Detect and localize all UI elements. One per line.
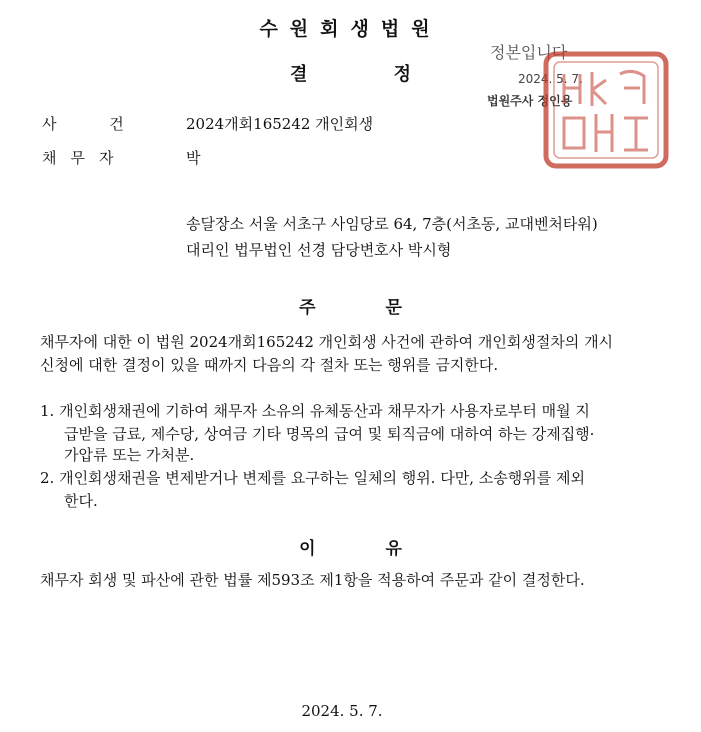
order-item-1-line-1: 1. 개인회생채권에 기하여 채무자 소유의 유체동산과 채무자가 사용자로부터 매월 지 — [40, 402, 590, 420]
order-item-2-line-1: 2. 개인회생채권을 변제받거나 변제를 요구하는 일체의 행위. 다만, 소송행위를 제외 — [40, 469, 585, 487]
service-address: 송달장소 서울 서초구 사임당로 64, 7층(서초동, 교대벤처타워) — [186, 215, 598, 233]
certified-copy-date: 2024. 5. 7. — [518, 72, 583, 86]
order-intro-line-1: 채무자에 대한 이 법원 2024개회165242 개인회생 사건에 관하여 개인회생절차의 개시 — [40, 333, 614, 351]
order-item-1-line-2: 급받을 급료, 제수당, 상여금 기타 명목의 급여 및 퇴직금에 대하여 하는 강제집행· — [64, 425, 595, 443]
debtor-name: 박 — [186, 149, 201, 167]
decision-date: 2024. 5. 7. — [301, 702, 383, 720]
court-name: 수원회생법원 — [259, 18, 442, 40]
court-clerk-name: 법원주사 정인용 — [487, 94, 573, 108]
legal-representative: 대리인 법무법인 선경 담당변호사 박시형 — [186, 241, 452, 259]
order-intro-line-2: 신청에 대한 결정이 있을 때까지 다음의 각 절차 또는 행위를 금지한다. — [40, 356, 499, 374]
debtor-label: 채무자 — [42, 149, 128, 167]
case-label: 사 건 — [42, 115, 124, 133]
order-item-1-line-3: 가압류 또는 가처분. — [64, 446, 195, 464]
case-number: 2024개회165242 개인회생 — [186, 115, 374, 133]
order-heading: 주 문 — [299, 298, 402, 318]
reason-heading: 이 유 — [299, 539, 402, 559]
reason-text: 채무자 회생 및 파산에 관한 법률 제593조 제1항을 적용하여 주문과 같이 결정한다. — [40, 571, 585, 589]
court-seal-stamp — [540, 48, 672, 172]
order-item-2-line-2: 한다. — [64, 492, 98, 510]
certified-copy-label: 정본입니다 — [490, 43, 568, 62]
document-title: 결 정 — [289, 64, 412, 85]
